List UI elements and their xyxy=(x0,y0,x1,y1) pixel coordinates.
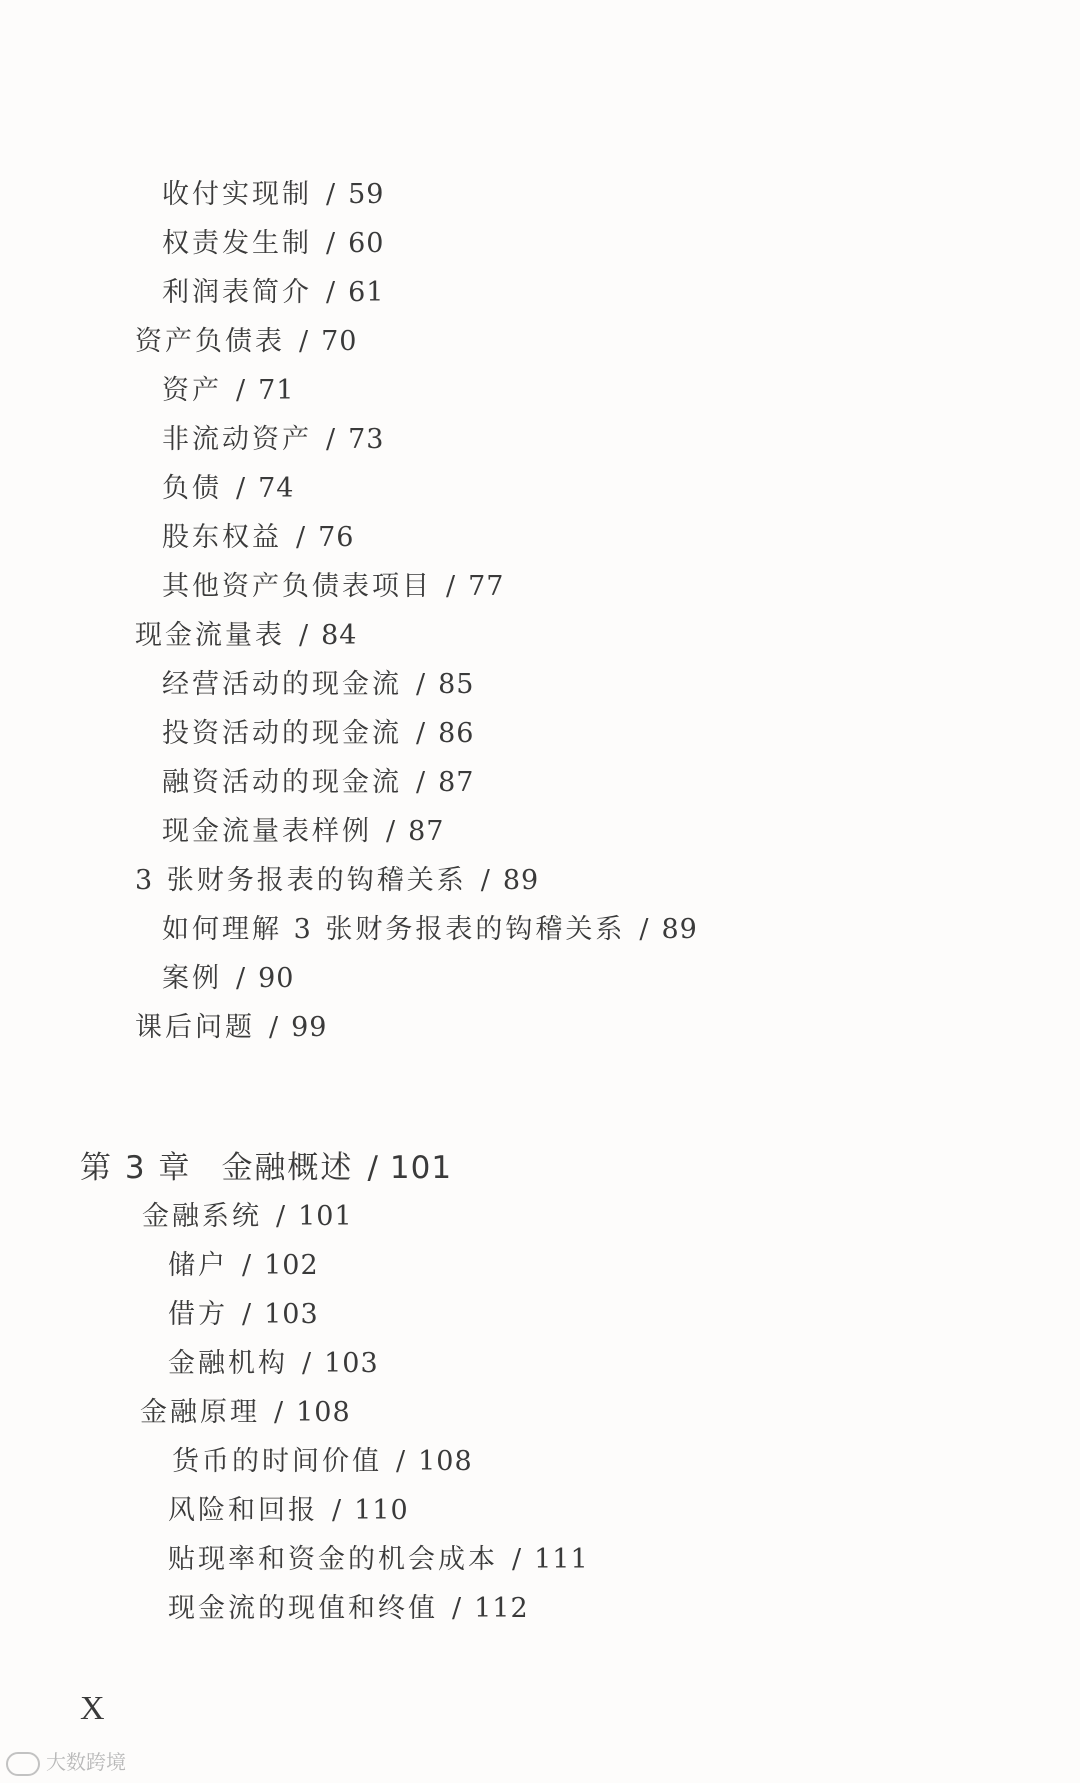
toc-separator: / xyxy=(296,522,309,553)
toc-entry-title: 风险和回报 xyxy=(168,1495,318,1526)
toc-entry xyxy=(162,765,474,801)
toc-separator: / xyxy=(242,1250,255,1281)
toc-entry-title: 经营活动的现金流 xyxy=(162,669,402,700)
toc-separator: / xyxy=(416,767,429,798)
chapter-heading xyxy=(80,1148,452,1188)
toc-entry-page: 89 xyxy=(661,914,698,945)
toc-entry xyxy=(162,716,474,752)
toc-entry-title: 融资活动的现金流 xyxy=(162,767,402,798)
toc-entry-title: 3 张财务报表的钩稽关系 xyxy=(135,865,467,896)
toc-entry-title: 现金流的现值和终值 xyxy=(168,1593,438,1624)
toc-entry-page: 101 xyxy=(298,1201,353,1232)
toc-entry-page: 86 xyxy=(438,718,475,749)
toc-entry xyxy=(162,814,444,850)
toc-separator: / xyxy=(396,1446,409,1477)
watermark-text: 大数跨境 xyxy=(46,1750,126,1774)
toc-entry-page: 87 xyxy=(438,767,475,798)
toc-separator: / xyxy=(299,326,312,357)
toc-section xyxy=(135,324,357,360)
toc-entry-title: 权责发生制 xyxy=(162,228,312,259)
toc-entry-page: 84 xyxy=(321,620,358,651)
toc-entry xyxy=(162,667,474,703)
toc-entry-title: 收付实现制 xyxy=(162,179,312,210)
toc-entry-title: 资产负债表 xyxy=(135,326,285,357)
toc-entry-title: 其他资产负债表项目 xyxy=(162,571,432,602)
toc-separator: / xyxy=(242,1299,255,1330)
toc-separator: / xyxy=(302,1348,315,1379)
toc-entry xyxy=(162,471,294,507)
toc-entry xyxy=(162,275,384,311)
toc-entry-page: 71 xyxy=(258,375,295,406)
toc-entry xyxy=(168,1591,529,1627)
toc-entry xyxy=(162,373,294,409)
toc-entry xyxy=(162,961,294,997)
toc-entry-page: 90 xyxy=(258,963,295,994)
toc-separator: / xyxy=(332,1495,345,1526)
toc-entry xyxy=(168,1542,589,1578)
chapter-label: 第 3 章 xyxy=(80,1150,192,1186)
chapter-page: 101 xyxy=(389,1150,453,1186)
watermark xyxy=(6,1749,126,1776)
toc-entry-title: 金融机构 xyxy=(168,1348,288,1379)
toc-entry-page: 108 xyxy=(418,1446,473,1477)
toc-entry-page: 77 xyxy=(468,571,505,602)
toc-entry-title: 股东权益 xyxy=(162,522,282,553)
toc-entry xyxy=(162,569,504,605)
toc-entry xyxy=(168,1346,379,1382)
toc-entry-page: 59 xyxy=(348,179,385,210)
toc-entry-title: 现金流量表样例 xyxy=(162,816,372,847)
toc-entry-title: 储户 xyxy=(168,1250,228,1281)
toc-separator: / xyxy=(326,277,339,308)
toc-entry-page: 74 xyxy=(258,473,295,504)
toc-separator: / xyxy=(276,1201,289,1232)
toc-entry-page: 70 xyxy=(321,326,358,357)
toc-entry-title: 负债 xyxy=(162,473,222,504)
toc-separator: / xyxy=(367,1150,380,1186)
toc-separator: / xyxy=(446,571,459,602)
toc-entry xyxy=(162,422,384,458)
toc-separator: / xyxy=(326,179,339,210)
toc-separator: / xyxy=(269,1012,282,1043)
toc-entry-page: 99 xyxy=(291,1012,328,1043)
toc-entry-page: 60 xyxy=(348,228,385,259)
toc-separator: / xyxy=(452,1593,465,1624)
toc-section xyxy=(135,1010,327,1046)
toc-separator: / xyxy=(299,620,312,651)
toc-section xyxy=(140,1395,351,1431)
chapter-title: 金融概述 xyxy=(221,1150,354,1186)
toc-entry-page: 110 xyxy=(354,1495,409,1526)
toc-entry-page: 112 xyxy=(474,1593,529,1624)
toc-separator: / xyxy=(236,473,249,504)
toc-entry-title: 非流动资产 xyxy=(162,424,312,455)
toc-entry-title: 货币的时间价值 xyxy=(172,1446,382,1477)
toc-separator: / xyxy=(326,424,339,455)
toc-section xyxy=(135,618,357,654)
toc-separator: / xyxy=(416,718,429,749)
toc-entry xyxy=(162,912,698,948)
toc-separator: / xyxy=(236,963,249,994)
toc-separator: / xyxy=(480,865,493,896)
toc-entry xyxy=(172,1444,473,1480)
toc-separator: / xyxy=(386,816,399,847)
toc-entry-page: 73 xyxy=(348,424,385,455)
toc-entry-title: 金融原理 xyxy=(140,1397,260,1428)
toc-entry-page: 89 xyxy=(502,865,540,896)
page-number: X xyxy=(80,1690,105,1727)
toc-entry-title: 利润表简介 xyxy=(162,277,312,308)
toc-separator: / xyxy=(236,375,249,406)
toc-entry-title: 贴现率和资金的机会成本 xyxy=(168,1544,498,1575)
toc-entry-page: 108 xyxy=(296,1397,351,1428)
toc-entry xyxy=(162,520,354,556)
toc-entry-title: 课后问题 xyxy=(135,1012,255,1043)
toc-entry-page: 102 xyxy=(264,1250,319,1281)
toc-entry-page: 61 xyxy=(348,277,385,308)
toc-entry-title: 资产 xyxy=(162,375,222,406)
toc-entry xyxy=(162,177,384,213)
toc-entry-title: 现金流量表 xyxy=(135,620,285,651)
toc-separator: / xyxy=(274,1397,287,1428)
toc-entry-title: 案例 xyxy=(162,963,222,994)
toc-entry-title: 借方 xyxy=(168,1299,228,1330)
toc-section xyxy=(135,863,539,899)
toc-separator: / xyxy=(326,228,339,259)
toc-separator: / xyxy=(512,1544,525,1575)
toc-entry-title: 金融系统 xyxy=(142,1201,262,1232)
toc-entry-page: 87 xyxy=(408,816,445,847)
toc-entry xyxy=(168,1297,319,1333)
toc-entry-page: 103 xyxy=(264,1299,319,1330)
toc-entry xyxy=(168,1248,319,1284)
toc-entry-page: 103 xyxy=(324,1348,379,1379)
toc-entry-title: 如何理解 3 张财务报表的钩稽关系 xyxy=(162,914,626,945)
toc-entry-title: 投资活动的现金流 xyxy=(162,718,402,749)
toc-separator: / xyxy=(416,669,429,700)
toc-entry-page: 85 xyxy=(438,669,475,700)
toc-separator: / xyxy=(639,914,652,945)
watermark-logo-icon xyxy=(6,1752,40,1776)
toc-entry xyxy=(162,226,384,262)
toc-entry-page: 111 xyxy=(534,1544,589,1575)
toc-section xyxy=(142,1199,353,1235)
toc-entry xyxy=(168,1493,409,1529)
toc-entry-page: 76 xyxy=(318,522,355,553)
